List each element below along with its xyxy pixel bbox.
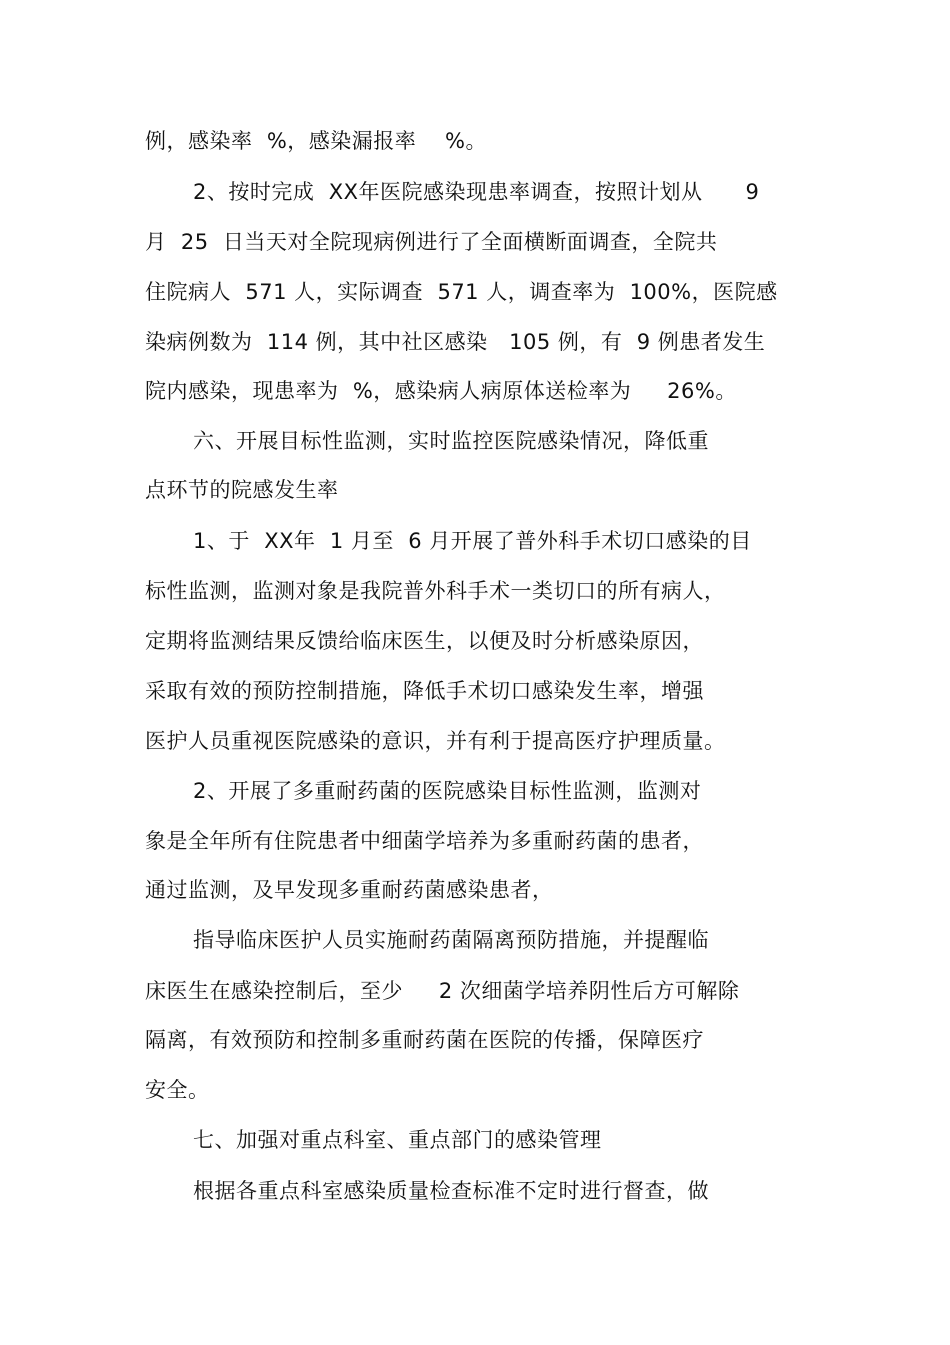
- paragraph-line: 象是全年所有住院患者中细菌学培养为多重耐药菌的患者，: [145, 829, 704, 853]
- paragraph-line: 安全。: [145, 1078, 210, 1102]
- paragraph-line: 床医生在感染控制后，至少 2 次细菌学培养阴性后方可解除: [145, 979, 740, 1003]
- paragraph-line: 2、开展了多重耐药菌的医院感染目标性监测，监测对: [193, 779, 702, 803]
- paragraph-line: 根据各重点科室感染质量检查标准不定时进行督查，做: [193, 1179, 709, 1203]
- paragraph-line: 通过监测，及早发现多重耐药菌感染患者，: [145, 878, 554, 902]
- paragraph-line: 1、于 XX年 1 月至 6 月开展了普外科手术切口感染的目: [193, 529, 752, 553]
- section-heading-continued: 点环节的院感发生率: [145, 478, 339, 502]
- paragraph-line: 月 25 日当天对全院现病例进行了全面横断面调查，全院共: [145, 230, 718, 254]
- paragraph-line: 住院病人 571 人，实际调查 571 人，调查率为 100%，医院感: [145, 280, 778, 304]
- paragraph-line: 标性监测，监测对象是我院普外科手术一类切口的所有病人，: [145, 579, 726, 603]
- section-heading: 七、加强对重点科室、重点部门的感染管理: [193, 1128, 602, 1152]
- paragraph-line: 例，感染率 %，感染漏报率 %。: [145, 129, 487, 153]
- section-heading: 六、开展目标性监测，实时监控医院感染情况，降低重: [193, 429, 709, 453]
- paragraph-line: 医护人员重视医院感染的意识，并有利于提高医疗护理质量。: [145, 729, 726, 753]
- paragraph-line: 隔离，有效预防和控制多重耐药菌在医院的传播，保障医疗: [145, 1028, 704, 1052]
- paragraph-line: 院内感染，现患率为 %，感染病人病原体送检率为 26%。: [145, 379, 737, 403]
- paragraph-line: 染病例数为 114 例，其中社区感染 105 例，有 9 例患者发生: [145, 330, 766, 354]
- paragraph-line: 采取有效的预防控制措施，降低手术切口感染发生率，增强: [145, 679, 704, 703]
- paragraph-line: 定期将监测结果反馈给临床医生，以便及时分析感染原因，: [145, 629, 704, 653]
- paragraph-line: 2、按时完成 XX年医院感染现患率调查，按照计划从 9: [193, 180, 760, 204]
- paragraph-line: 指导临床医护人员实施耐药菌隔离预防措施，并提醒临: [193, 928, 709, 952]
